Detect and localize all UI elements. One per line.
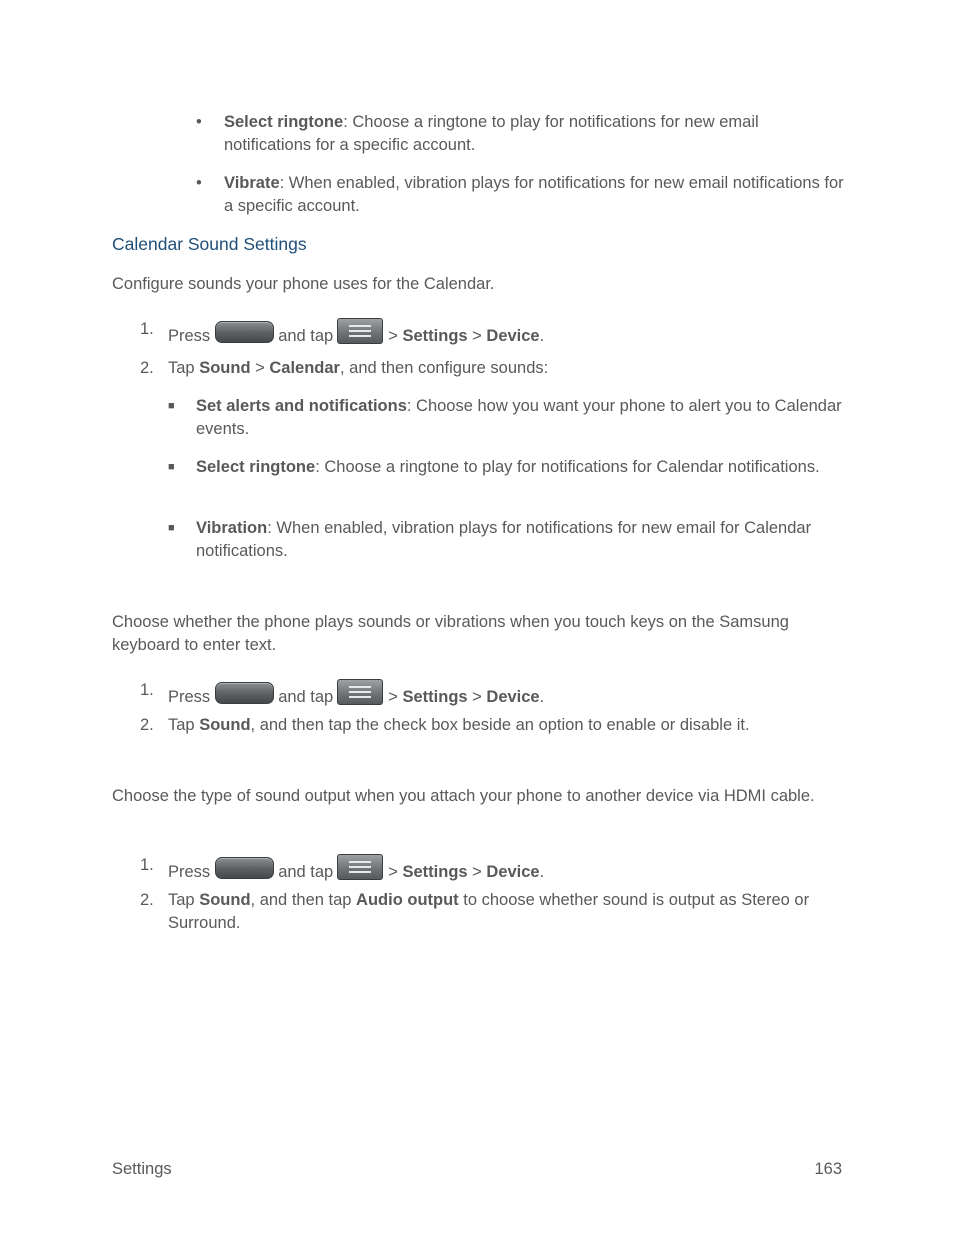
step-number: 2.: [140, 891, 154, 909]
home-key-icon: [215, 857, 274, 879]
step-number: 1.: [140, 681, 154, 699]
calendar-step-2: Tap Sound > Calendar, and then configure sounds:: [168, 359, 549, 377]
footer-section-name: Settings: [112, 1160, 172, 1178]
menu-key-icon: [337, 318, 383, 344]
calendar-bullet-alerts: Set alerts and notifications: Choose how you want your phone to alert you to Calendar events.: [196, 397, 842, 438]
square-bullet: ■: [168, 400, 175, 412]
hdmi-step-1: Press and tap > Settings > Device.: [168, 854, 848, 884]
calendar-heading: Calendar Sound Settings: [112, 234, 307, 254]
email-bullet-vibrate: Vibrate: When enabled, vibration plays for notifications for new email notifications for a specific account.: [224, 174, 844, 215]
hdmi-step-2: Tap Sound, and then tap Audio output to choose whether sound is output as Stereo or Surround.: [168, 891, 810, 932]
step-number: 1.: [140, 856, 154, 874]
keyboard-intro: Choose whether the phone plays sounds or vibrations when you touch keys on the Samsung keyboard to enter text.: [112, 613, 789, 654]
bullet-dot: •: [196, 113, 202, 131]
home-key-icon: [215, 682, 274, 704]
hdmi-intro: Choose the type of sound output when you attach your phone to another device via HDMI cable.: [112, 787, 815, 805]
home-key-icon: [215, 321, 274, 343]
step-number: 2.: [140, 359, 154, 377]
footer-page-number: 163: [814, 1160, 842, 1178]
menu-key-icon: [337, 679, 383, 705]
calendar-bullet-vibration: Vibration: When enabled, vibration plays for notifications for new email for Calendar notifications.: [196, 519, 812, 560]
menu-key-icon: [337, 854, 383, 880]
step-number: 1.: [140, 320, 154, 338]
square-bullet: ■: [168, 522, 175, 534]
square-bullet: ■: [168, 461, 175, 473]
calendar-intro: Configure sounds your phone uses for the Calendar.: [112, 275, 495, 293]
calendar-bullet-ringtone: Select ringtone: Choose a ringtone to play for notifications for Calendar notifications.: [196, 458, 820, 476]
bullet-dot: •: [196, 174, 202, 192]
calendar-step-1: Press and tap > Settings > Device.: [168, 318, 848, 348]
keyboard-step-2: Tap Sound, and then tap the check box beside an option to enable or disable it.: [168, 716, 750, 734]
email-bullet-select-ringtone: Select ringtone: Choose a ringtone to play for notifications for new email notifications for a specific account.: [224, 113, 759, 154]
step-number: 2.: [140, 716, 154, 734]
keyboard-step-1: Press and tap > Settings > Device.: [168, 679, 848, 709]
